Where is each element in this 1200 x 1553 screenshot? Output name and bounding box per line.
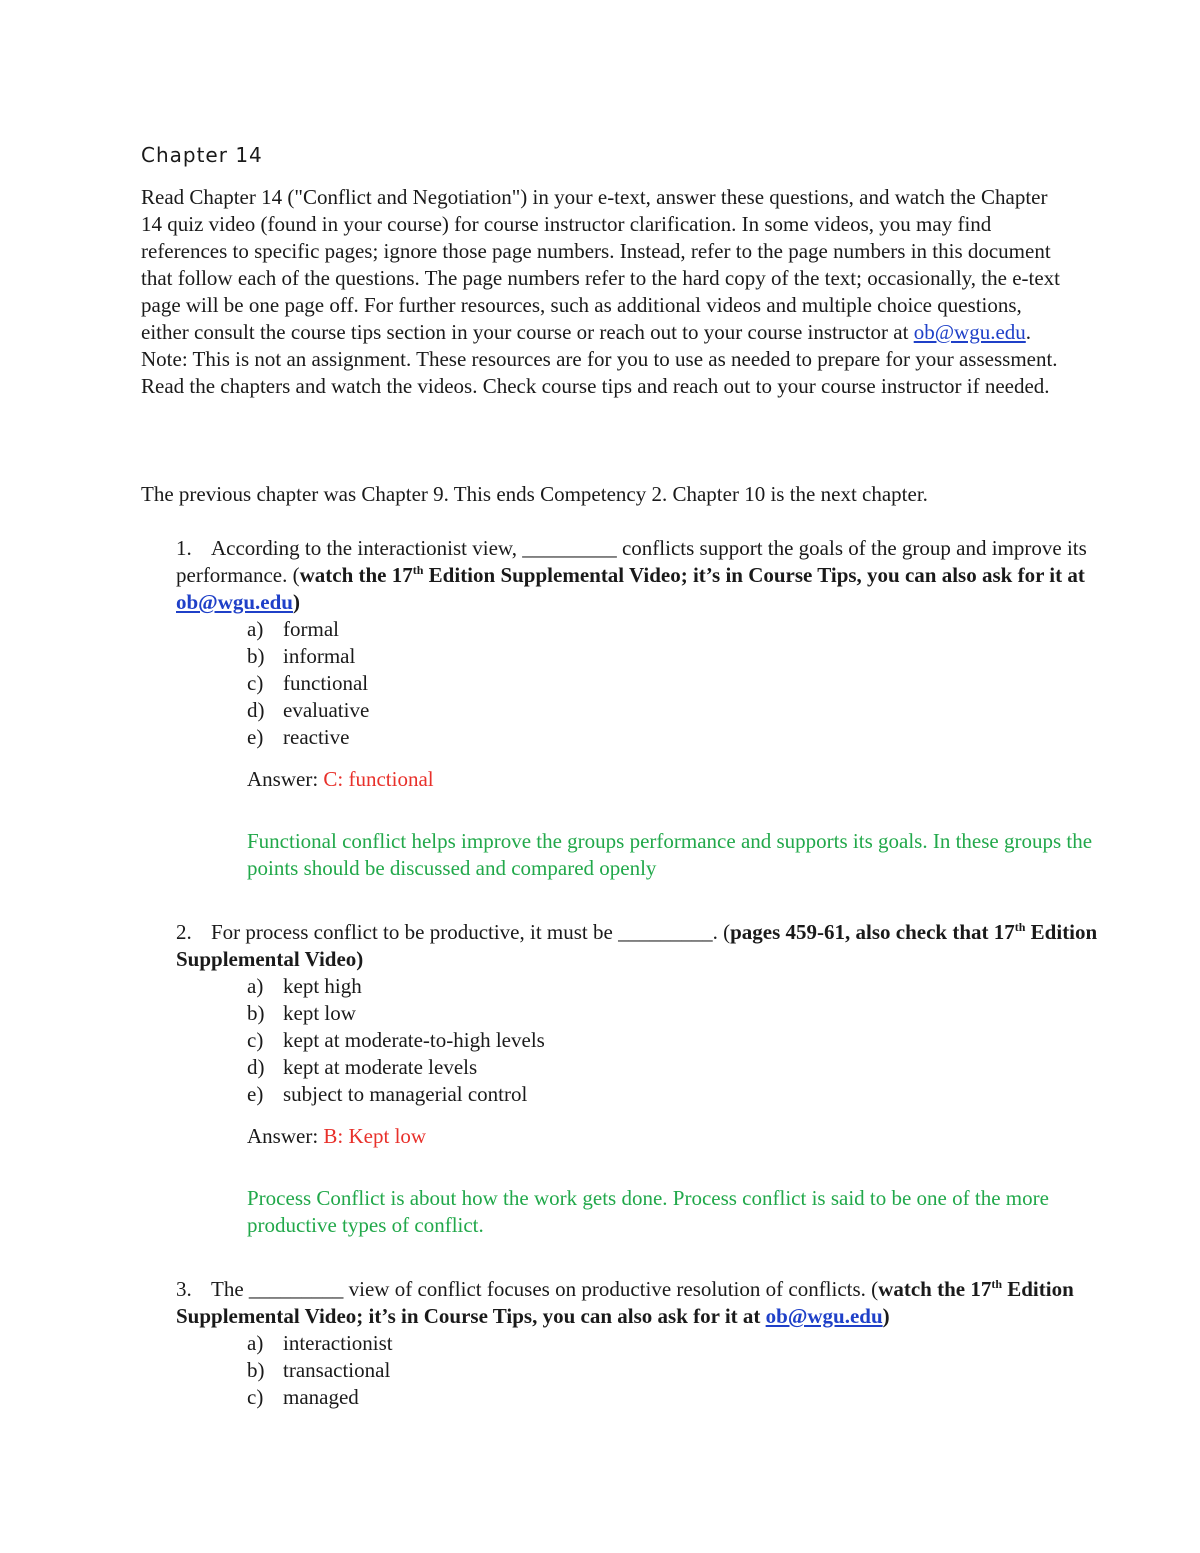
option xyxy=(247,697,1121,724)
option-text: informal xyxy=(283,644,356,668)
option-text: kept at moderate-to-high levels xyxy=(283,1028,545,1052)
question-3-email-link[interactable] xyxy=(766,1304,883,1328)
answer-label: Answer: xyxy=(247,767,324,791)
option xyxy=(247,670,1121,697)
question-2-stem xyxy=(176,919,1121,973)
chapter-title: Chapter 14 xyxy=(141,143,263,167)
question-2-explanation: Process Conflict is about how the work gets done. Process conflict is said to be one of the more productive types of conflict. xyxy=(247,1186,1049,1237)
option-text: managed xyxy=(283,1385,359,1409)
question-3-ref-sup: th xyxy=(991,1277,1002,1291)
question-2-answer xyxy=(176,1123,1121,1150)
question-1-stem xyxy=(176,535,1121,616)
option-letter: b) xyxy=(247,1001,265,1025)
intro-text: Read Chapter 14 ("Conflict and Negotiation") in your e-text, answer these questions, and watch the Chapter 14 quiz video (found in your course) for course instructor clarification. In some videos, you may find references to specific pages; ignore those page numbers. Instead, refer to the page numbers in this document that follow each of the questions. The page numbers refer to the hard copy of the text; occasionally, the e-text page will be one page off. For further resources, such as additional videos and multiple choice questions, either consult the course tips section in your course or reach out to your course instructor at xyxy=(141,185,1061,344)
option-letter: b) xyxy=(247,1358,265,1382)
question-2-ref: pages 459-61, also check that 17 xyxy=(730,920,1015,944)
question-3-ref-2: Edition Supplemental Video; it’s in Course Tips, you can also ask for it at xyxy=(176,1277,1074,1328)
option xyxy=(247,724,1121,751)
option xyxy=(247,1330,1121,1357)
option-text: subject to managerial control xyxy=(283,1082,528,1106)
option-letter: d) xyxy=(247,698,265,722)
email-link[interactable]: ob@wgu.edu xyxy=(913,320,1026,344)
option-text: kept low xyxy=(283,1001,356,1025)
option xyxy=(247,973,1121,1000)
option-text: functional xyxy=(283,671,369,695)
option-text: kept high xyxy=(283,974,362,998)
intro-text-end: . Note: This is not an assignment. These resources are for you to use as needed to prepare for your assessment. Read the chapters and watch the videos. Check course tips and reach out to your course instructor if needed. xyxy=(141,320,1058,398)
option xyxy=(247,1027,1121,1054)
question-1-text: According to the interactionist view, _________ conflicts support the goals of the group and improve its performance. ( xyxy=(176,536,1087,587)
answer-value: B: Kept low xyxy=(323,1124,427,1148)
option-letter: e) xyxy=(247,725,264,749)
question-2-text: For process conflict to be productive, it must be _________. ( xyxy=(211,920,731,944)
question-3-number: 3. xyxy=(176,1277,192,1301)
option-letter: c) xyxy=(247,1028,264,1052)
answer-value: C: functional xyxy=(323,767,434,791)
question-3 xyxy=(176,1276,1121,1411)
option-text: reactive xyxy=(283,725,350,749)
question-3-close: ) xyxy=(882,1304,890,1328)
option-letter: a) xyxy=(247,1331,264,1355)
option-letter: c) xyxy=(247,1385,264,1409)
intro-paragraph xyxy=(141,184,1061,400)
option-letter: b) xyxy=(247,644,265,668)
question-1-ref: watch the 17 xyxy=(299,563,413,587)
option-letter: a) xyxy=(247,617,264,641)
answer-label: Answer: xyxy=(247,1124,324,1148)
option-letter: d) xyxy=(247,1055,265,1079)
question-3-ref: watch the 17 xyxy=(878,1277,992,1301)
question-1-ref-sup: th xyxy=(412,563,424,577)
question-2-number: 2. xyxy=(176,920,192,944)
previous-chapter-note: The previous chapter was Chapter 9. This ends Competency 2. Chapter 10 is the next chapter. xyxy=(141,482,928,506)
option xyxy=(247,1081,1121,1108)
question-2-ref-sup: th xyxy=(1014,920,1026,934)
question-3-stem xyxy=(176,1276,1121,1330)
option xyxy=(247,616,1121,643)
question-3-options xyxy=(176,1330,1121,1411)
question-1-ref-2: Edition Supplemental Video; it’s in Course Tips, you can also ask for it at xyxy=(423,563,1085,587)
question-1-explanation: Functional conflict helps improve the groups performance and supports its goals. In these groups the points should be discussed and compared openly xyxy=(247,829,1093,880)
question-3-text: The _________ view of conflict focuses on productive resolution of conflicts. ( xyxy=(211,1277,879,1301)
question-1-email-link[interactable] xyxy=(176,590,293,614)
option-letter: c) xyxy=(247,671,264,695)
question-1-email-text: ob@wgu.edu xyxy=(176,590,293,614)
option xyxy=(247,1054,1121,1081)
option xyxy=(247,1000,1121,1027)
question-1-answer xyxy=(176,766,1121,793)
question-1-options xyxy=(176,616,1121,751)
option-text: formal xyxy=(283,617,339,641)
question-1-number: 1. xyxy=(176,536,192,560)
option-text: kept at moderate levels xyxy=(283,1055,478,1079)
option xyxy=(247,1357,1121,1384)
question-3-email-text: ob@wgu.edu xyxy=(765,1304,883,1328)
option-letter: e) xyxy=(247,1082,264,1106)
option-text: evaluative xyxy=(283,698,370,722)
option-text: transactional xyxy=(283,1358,391,1382)
option xyxy=(247,643,1121,670)
option-text: interactionist xyxy=(283,1331,393,1355)
question-2-options xyxy=(176,973,1121,1108)
option xyxy=(247,1384,1121,1411)
question-2-ref-2: Edition Supplemental Video) xyxy=(176,920,1098,971)
question-1 xyxy=(176,535,1121,882)
question-2 xyxy=(176,919,1121,1239)
question-1-close: ) xyxy=(293,590,300,614)
option-letter: a) xyxy=(247,974,264,998)
